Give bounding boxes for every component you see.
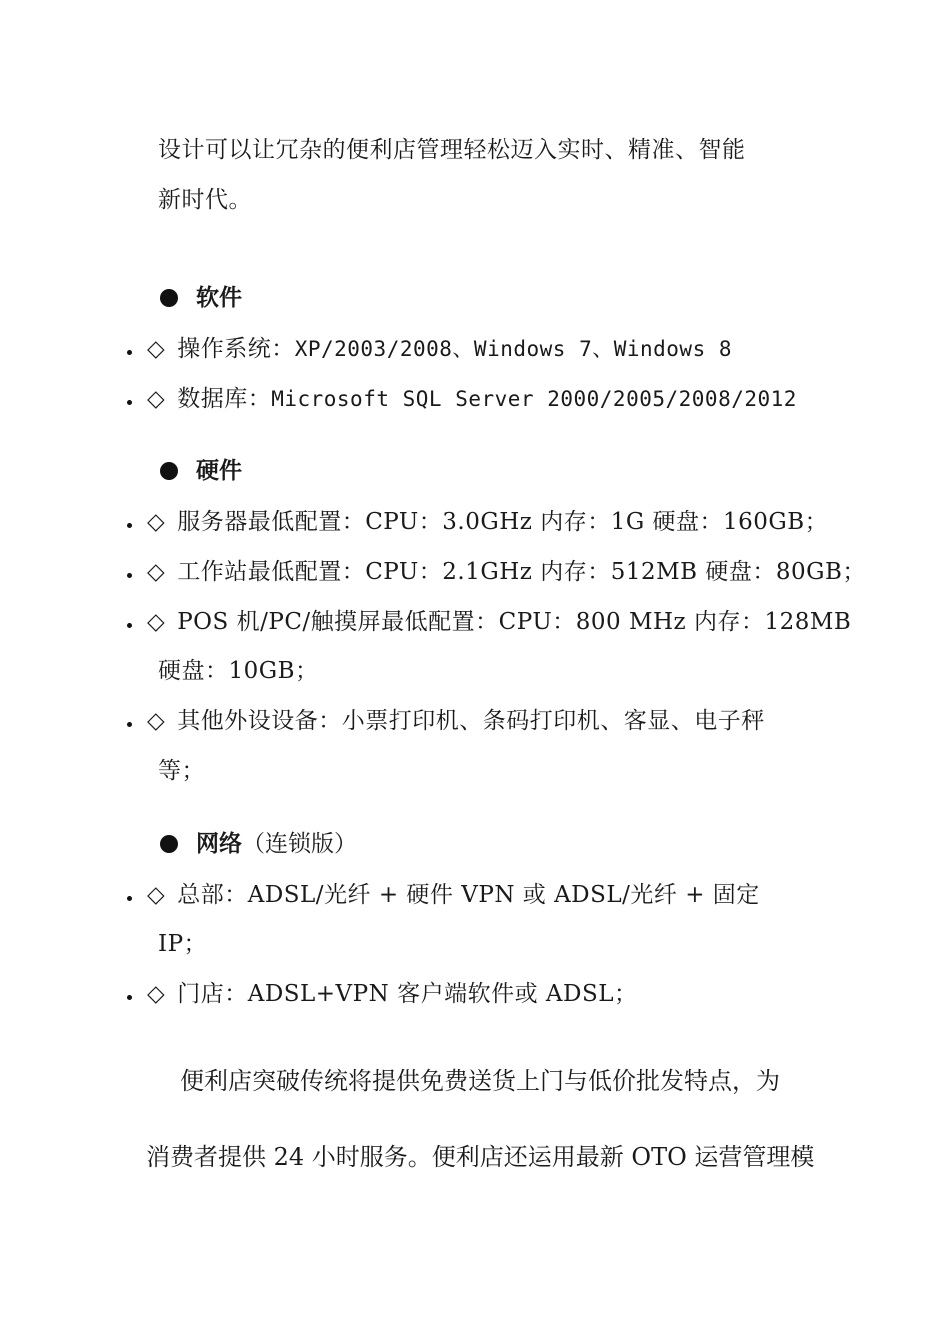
network-heading <box>160 829 357 859</box>
hardware-item-text: 服务器最低配置：CPU：3.0GHz 内存：1G 硬盘：160GB； <box>177 509 829 535</box>
network-heading-text: 网络 <box>196 831 242 857</box>
software-item-label: 操作系统： <box>177 336 295 362</box>
list-bullet-icon <box>127 896 132 901</box>
diamond-icon: ◇ <box>147 882 166 908</box>
list-bullet-icon <box>127 350 132 355</box>
hardware-item-server <box>147 507 828 537</box>
network-item-text: 总部：ADSL/光纤 + 硬件 VPN 或 ADSL/光纤 + 固定 <box>177 882 760 908</box>
hardware-heading <box>160 456 242 486</box>
intro-line-2: 新时代。 <box>158 187 252 213</box>
software-item-os <box>147 334 732 364</box>
hardware-item-peripherals-cont: 等； <box>158 758 205 784</box>
hardware-item-pos <box>147 607 851 637</box>
software-item-db <box>147 384 797 414</box>
hardware-item-pos-cont: 硬盘：10GB； <box>158 658 319 684</box>
diamond-icon: ◇ <box>147 509 166 535</box>
hardware-heading-text: 硬件 <box>196 458 242 484</box>
network-item-hq-cont: IP； <box>158 931 208 957</box>
diamond-icon: ◇ <box>147 708 166 734</box>
diamond-icon: ◇ <box>147 386 166 412</box>
hardware-item-text: 其他外设设备：小票打印机、条码打印机、客显、电子秤 <box>177 708 765 734</box>
diamond-icon: ◇ <box>147 336 166 362</box>
software-item-value: XP/2003/2008、Windows 7、Windows 8 <box>294 337 732 361</box>
diamond-icon: ◇ <box>147 609 166 635</box>
closing-line-1: 便利店突破传统将提供免费送货上门与低价批发特点，为 <box>180 1067 780 1095</box>
list-bullet-icon <box>127 722 132 727</box>
hardware-item-text: POS 机/PC/触摸屏最低配置：CPU：800 MHz 内存：128MB <box>177 609 852 635</box>
network-item-store <box>147 979 637 1009</box>
software-item-value: Microsoft SQL Server 2000/2005/2008/2012 <box>271 387 797 411</box>
software-item-label: 数据库： <box>177 386 272 412</box>
software-heading-text: 软件 <box>196 285 242 311</box>
list-bullet-icon <box>127 573 132 578</box>
network-item-hq <box>147 880 760 910</box>
filled-circle-bullet-icon <box>160 289 178 307</box>
network-item-text: 门店：ADSL+VPN 客户端软件或 ADSL； <box>177 981 638 1007</box>
software-heading <box>160 283 242 313</box>
diamond-icon: ◇ <box>147 981 166 1007</box>
list-bullet-icon <box>127 523 132 528</box>
list-bullet-icon <box>127 623 132 628</box>
hardware-item-workstation <box>147 557 866 587</box>
list-bullet-icon <box>127 400 132 405</box>
hardware-item-peripherals <box>147 706 765 736</box>
filled-circle-bullet-icon <box>160 835 178 853</box>
hardware-item-text: 工作站最低配置：CPU：2.1GHz 内存：512MB 硬盘：80GB； <box>177 559 866 585</box>
network-heading-note: （连锁版） <box>242 831 357 857</box>
intro-line-1: 设计可以让冗杂的便利店管理轻松迈入实时、精准、智能 <box>158 137 746 163</box>
closing-line-2: 消费者提供 24 小时服务。便利店还运用最新 OTO 运营管理模 <box>146 1143 815 1171</box>
diamond-icon: ◇ <box>147 559 166 585</box>
list-bullet-icon <box>127 995 132 1000</box>
filled-circle-bullet-icon <box>160 462 178 480</box>
